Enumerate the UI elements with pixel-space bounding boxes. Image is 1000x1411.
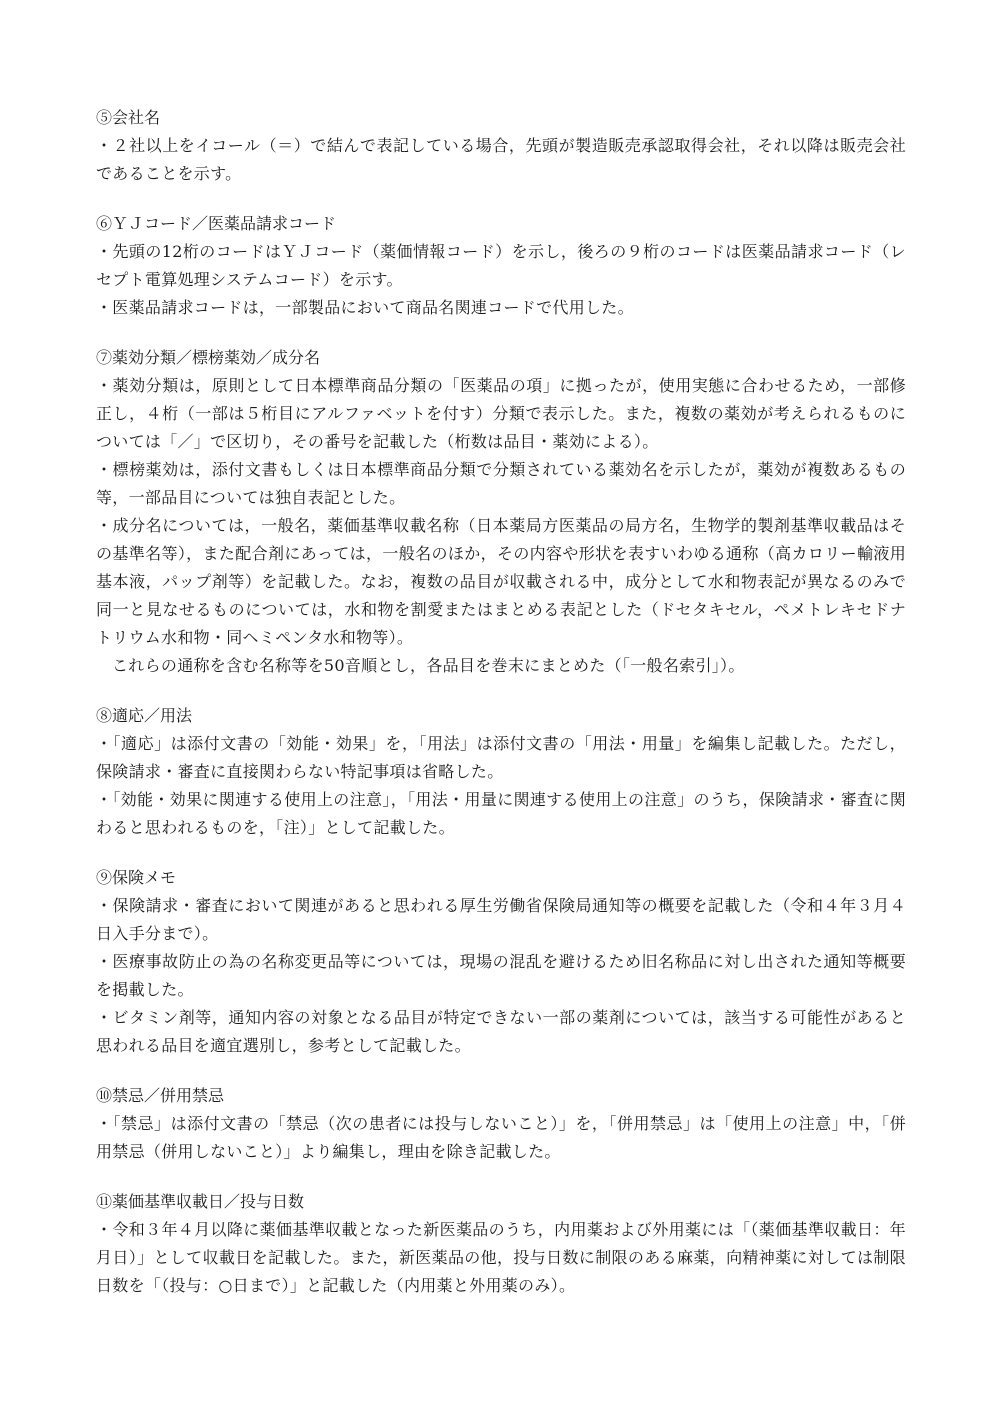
section-heading: ⑩禁忌／併用禁忌 [96, 1086, 225, 1105]
section-efficacy-classification [96, 344, 906, 680]
section-paragraph: ・ビタミン剤等，通知内容の対象となる品目が特定できない一部の薬剤については，該当する可能性があると思われる品目を適宜選別し，参考として記載した。 [96, 1008, 906, 1055]
section-heading: ⑥ＹＪコード／医薬品請求コード [96, 214, 337, 233]
section-paragraph: ・保険請求・審査において関連があると思われる厚生労働省保険局通知等の概要を記載した（令和４年３月４日入手分まで）。 [96, 896, 906, 943]
section-paragraph: ・医療事故防止の為の名称変更品等については，現場の混乱を避けるため旧名称品に対し出された通知等概要を掲載した。 [96, 952, 906, 999]
section-indication-usage [96, 702, 906, 842]
section-yj-code [96, 210, 906, 322]
section-heading: ⑦薬効分類／標榜薬効／成分名 [96, 348, 321, 367]
section-company-name [96, 104, 906, 188]
section-paragraph: ・令和３年４月以降に薬価基準収載となった新医薬品のうち，内用薬および外用薬には「（薬価基準収載日：年月日）」として収載日を記載した。また，新医薬品の他，投与日数に制限のある麻薬，向精神薬に対しては制限日数を「（投与：○日まで）」と記載した（内用薬と外用薬のみ）。 [96, 1220, 906, 1295]
section-paragraph: ・「適応」は添付文書の「効能・効果」を，「用法」は添付文書の「用法・用量」を編集し記載した。ただし，保険請求・審査に直接関わらない特記事項は省略した。 [96, 734, 906, 781]
section-paragraph: ・標榜薬効は，添付文書もしくは日本標準商品分類で分類されている薬効名を示したが，薬効が複数あるもの等，一部品目については独自表記とした。 [96, 460, 906, 507]
section-paragraph: ・「禁忌」は添付文書の「禁忌（次の患者には投与しないこと）」を，「併用禁忌」は「使用上の注意」中，「併用禁忌（併用しないこと）」より編集し，理由を除き記載した。 [96, 1114, 906, 1161]
section-paragraph: ・「効能・効果に関連する使用上の注意」，「用法・用量に関連する使用上の注意」のうち，保険請求・審査に関わると思われるものを，「注）」として記載した。 [96, 790, 906, 837]
section-paragraph: ・薬効分類は，原則として日本標準商品分類の「医薬品の項」に拠ったが，使用実態に合わせるため，一部修正し，４桁（一部は５桁目にアルファベットを付す）分類で表示した。また，複数の薬効が考えられるものについては「／」で区切り，その番号を記載した（桁数は品目・薬効による）。 [96, 376, 906, 451]
section-listing-date [96, 1188, 906, 1300]
section-heading: ⑨保険メモ [96, 868, 177, 887]
section-paragraph: ・成分名については，一般名，薬価基準収載名称（日本薬局方医薬品の局方名，生物学的製剤基準収載品はその基準名等），また配合剤にあっては，一般名のほか，その内容や形状を表すいわゆる通称（高カロリー輸液用基本液，パップ剤等）を記載した。なお，複数の品目が収載される中，成分として水和物表記が異なるのみで同一と見なせるものについては，水和物を割愛またはまとめる表記とした（ドセタキセル，ペメトレキセドナトリウム水和物・同ヘミペンタ水和物等）。 [96, 516, 906, 647]
section-paragraph: ・２社以上をイコール（＝）で結んで表記している場合，先頭が製造販売承認取得会社，それ以降は販売会社であることを示す。 [96, 136, 906, 183]
section-heading: ⑧適応／用法 [96, 706, 193, 725]
section-paragraph: ・先頭の12桁のコードはＹＪコード（薬価情報コード）を示し，後ろの９桁のコードは医薬品請求コード（レセプト電算処理システムコード）を示す。 [96, 242, 906, 289]
section-insurance-memo [96, 864, 906, 1060]
document-page [96, 104, 906, 1322]
section-heading: ⑤会社名 [96, 108, 161, 127]
section-heading: ⑪薬価基準収載日／投与日数 [96, 1192, 305, 1211]
section-contraindications [96, 1082, 906, 1166]
section-paragraph: これらの通称を含む名称等を50音順とし，各品目を巻末にまとめた（「一般名索引」）。 [112, 656, 745, 675]
section-paragraph: ・医薬品請求コードは，一部製品において商品名関連コードで代用した。 [96, 298, 634, 317]
